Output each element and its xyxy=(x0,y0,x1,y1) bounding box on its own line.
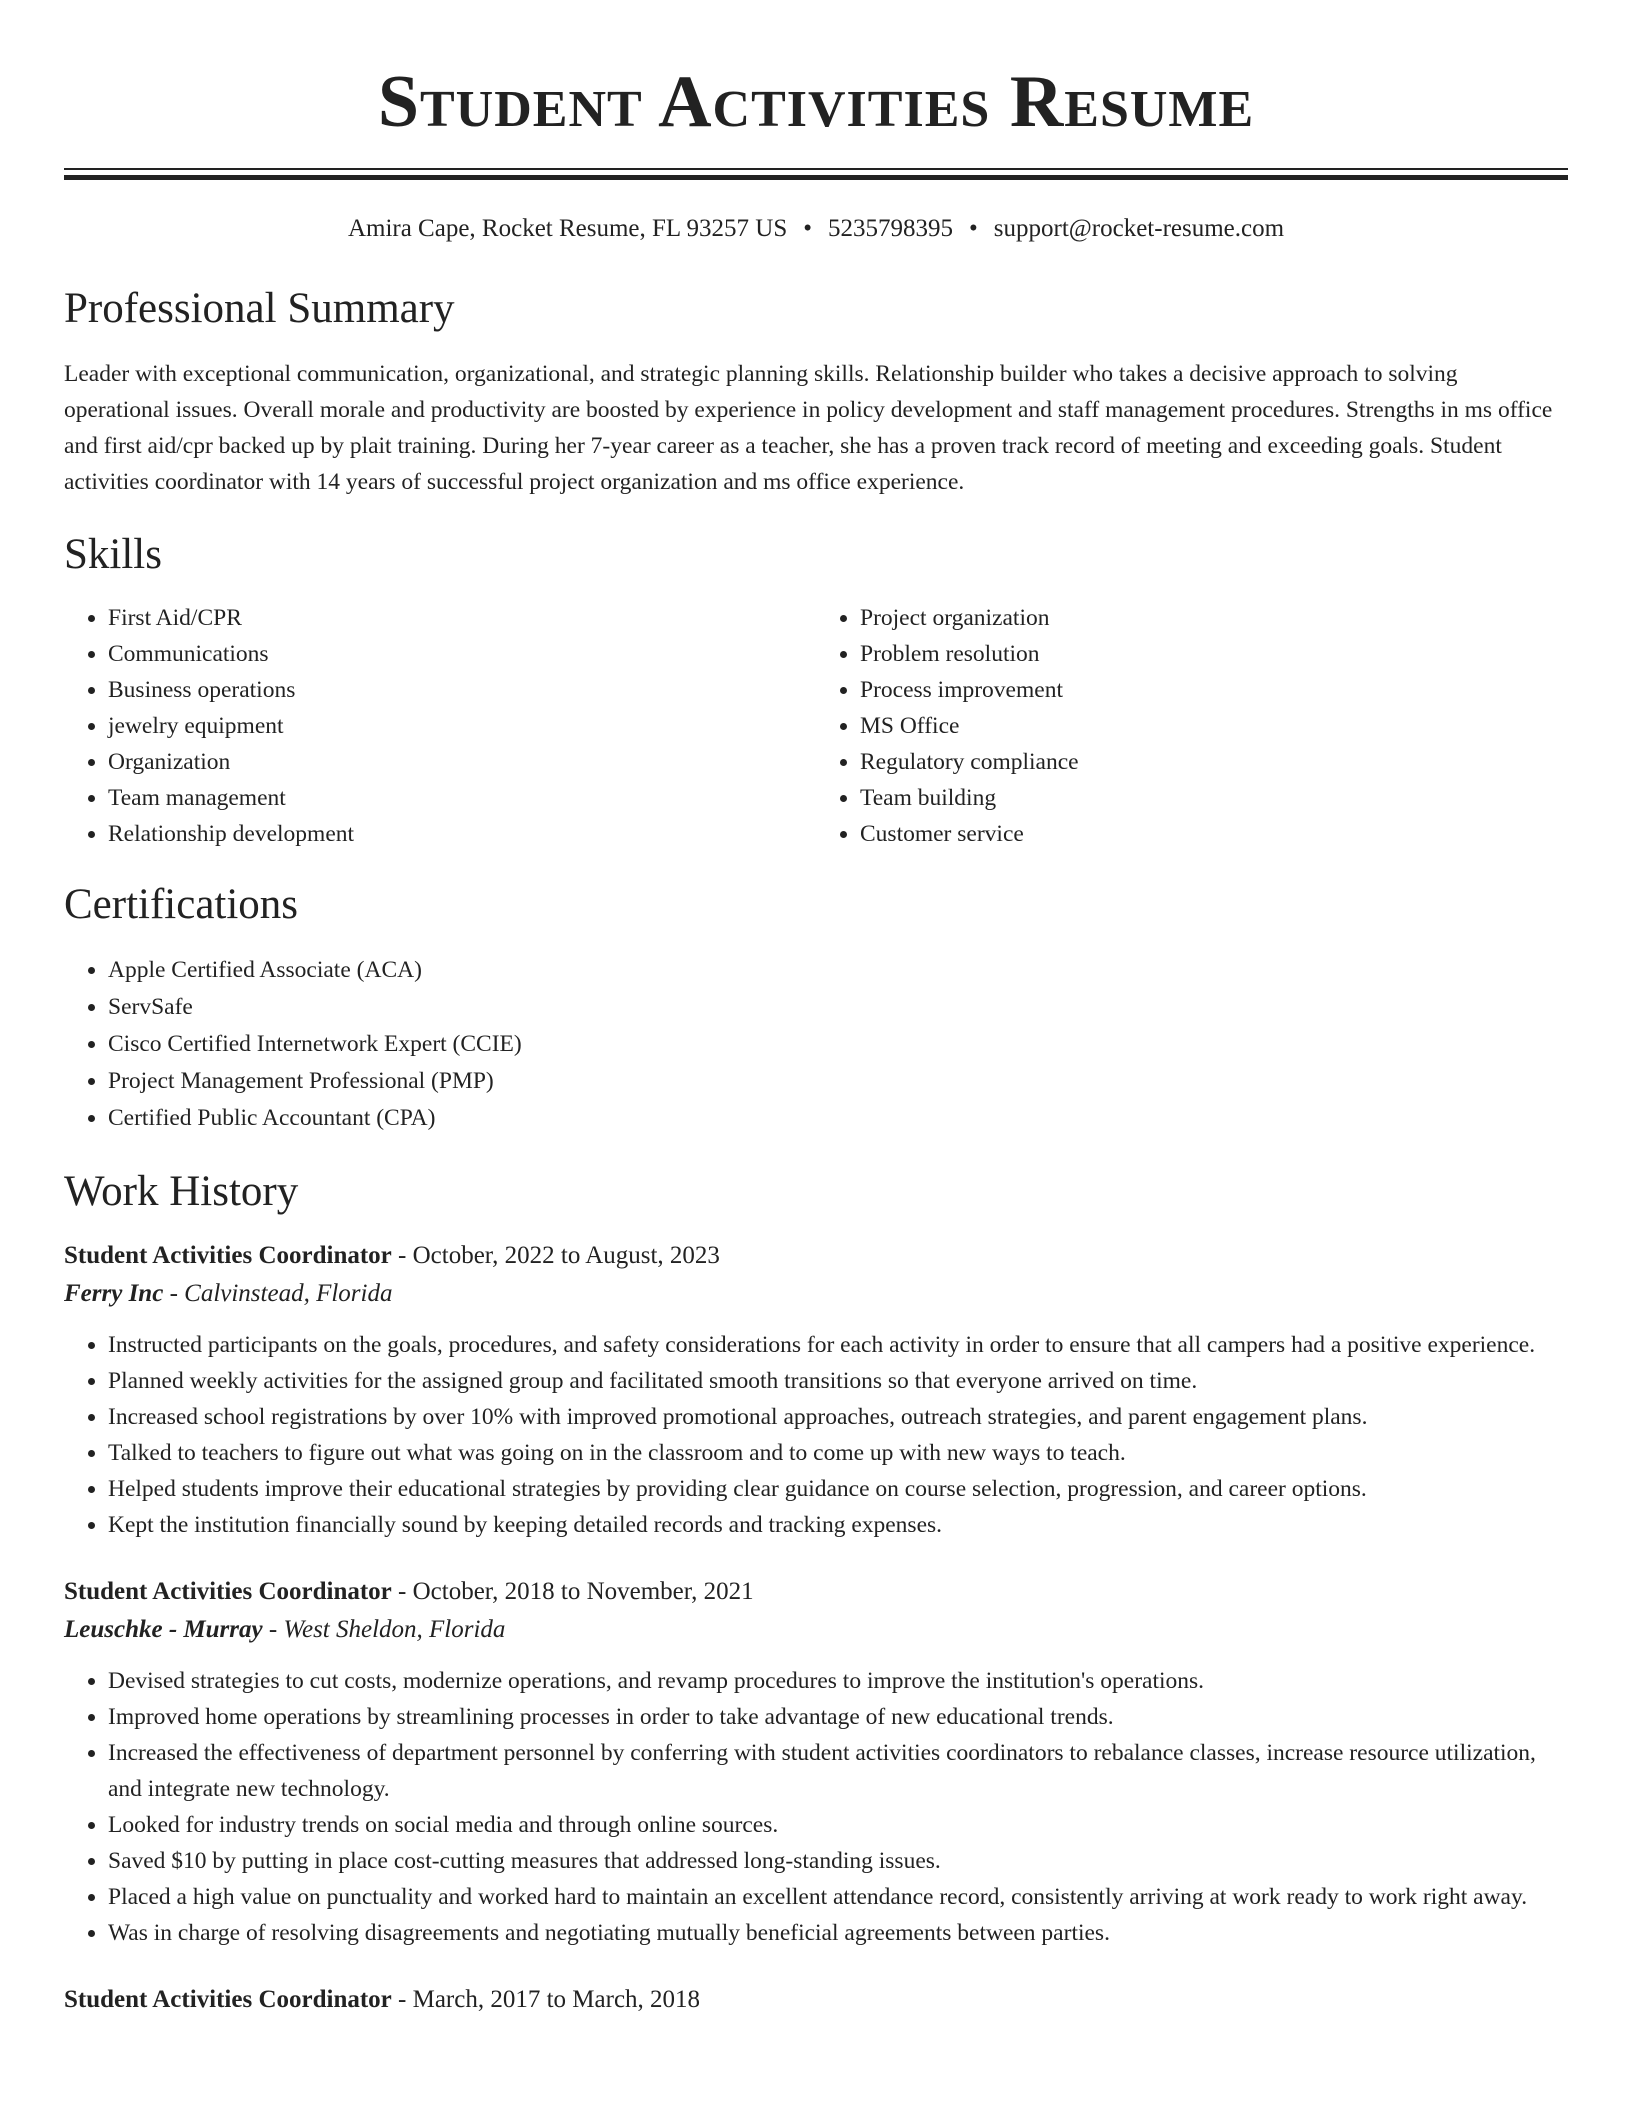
job-dash: - xyxy=(391,1578,413,1605)
job-bullet: • Increased the effectiveness of department personnel by conferring with student activities coordinators to rebalance classes, increase resource utilization, and integrate new technology. xyxy=(108,1735,1568,1807)
skill-item: • Customer service xyxy=(860,816,1568,852)
job-bullet: • Saved $10 by putting in place cost-cutting measures that addressed long-standing issues. xyxy=(108,1843,1568,1879)
skill-item: • Process improvement xyxy=(860,672,1568,708)
job-title: Student Activities Coordinator xyxy=(64,1242,392,1269)
job-employer xyxy=(64,1611,1568,1649)
contact-email: support@rocket-resume.com xyxy=(993,215,1285,242)
skill-item: • First Aid/CPR xyxy=(108,600,816,636)
job-header xyxy=(64,1573,1568,1611)
job-company: Leuschke - Murray xyxy=(64,1616,263,1643)
certifications-heading: Certifications xyxy=(64,881,299,928)
header-divider xyxy=(64,168,1568,180)
certification-item: • Certified Public Accountant (CPA) xyxy=(108,1100,1568,1137)
contact-separator: • xyxy=(969,215,978,242)
job-entry xyxy=(64,1573,1568,1951)
skill-item: • Relationship development xyxy=(108,816,816,852)
work-history-heading: Work History xyxy=(64,1168,299,1215)
resume-page xyxy=(64,0,1568,2019)
job-title: Student Activities Coordinator xyxy=(64,1578,392,1605)
work-history-section xyxy=(64,1167,1568,2019)
job-bullet: • Instructed participants on the goals, procedures, and safety considerations for each activity in order to ensure that all campers had a positive experience. xyxy=(108,1327,1568,1363)
certification-item: • Cisco Certified Internetwork Expert (CCIE) xyxy=(108,1026,1568,1063)
skills-list-right xyxy=(816,600,1568,852)
contact-address: Amira Cape, Rocket Resume, FL 93257 US xyxy=(347,215,788,242)
divider-thin-line xyxy=(64,168,1568,170)
skill-item: • Project organization xyxy=(860,600,1568,636)
skill-item: • MS Office xyxy=(860,708,1568,744)
certification-item: • ServSafe xyxy=(108,989,1568,1026)
job-header xyxy=(64,1981,1568,2019)
job-bullet: • Planned weekly activities for the assigned group and facilitated smooth transitions so that everyone arrived on time. xyxy=(108,1363,1568,1399)
job-dash: - xyxy=(391,1986,413,2013)
job-dash: - xyxy=(262,1616,284,1643)
job-location: Calvinstead, Florida xyxy=(184,1280,393,1307)
job-bullet: • Kept the institution financially sound by keeping detailed records and tracking expenses. xyxy=(108,1507,1568,1543)
skill-item: • Business operations xyxy=(108,672,816,708)
skill-item: • Problem resolution xyxy=(860,636,1568,672)
job-header xyxy=(64,1237,1568,1275)
job-dash: - xyxy=(391,1242,413,1269)
skills-grid xyxy=(64,600,1568,852)
job-title: Student Activities Coordinator xyxy=(64,1986,392,2013)
certifications-section xyxy=(64,880,1568,1137)
job-bullets xyxy=(64,1663,1568,1951)
job-dash: - xyxy=(163,1280,185,1307)
skill-item: • Regulatory compliance xyxy=(860,744,1568,780)
summary-text: Leader with exceptional communication, organizational, and strategic planning skills. Relationship builder who takes a decisive approach to solving operational issues. Overall morale and productivity are boosted by experience in policy development and staff management procedures. Strengths in ms office and first aid/cpr backed up by plait training. During her 7-year career as a teacher, she has a proven track record of meeting and exceeding goals. Student activities coordinator with 14 years of successful project organization and ms office experience. xyxy=(64,361,1553,495)
job-bullet: • Placed a high value on punctuality and worked hard to maintain an excellent attendance record, consistently arriving at work ready to work right away. xyxy=(108,1879,1568,1915)
job-dates: March, 2017 to March, 2018 xyxy=(412,1986,701,2013)
job-bullet: • Increased school registrations by over 10% with improved promotional approaches, outreach strategies, and parent engagement plans. xyxy=(108,1399,1568,1435)
skill-item: • Organization xyxy=(108,744,816,780)
job-bullets xyxy=(64,1327,1568,1543)
skill-item: • Team building xyxy=(860,780,1568,816)
divider-thick-line xyxy=(64,175,1568,180)
certification-item: • Project Management Professional (PMP) xyxy=(108,1063,1568,1100)
job-bullet: • Was in charge of resolving disagreements and negotiating mutually beneficial agreements between parties. xyxy=(108,1915,1568,1951)
skills-section xyxy=(64,530,1568,852)
job-bullet: • Helped students improve their educational strategies by providing clear guidance on course selection, progression, and career options. xyxy=(108,1471,1568,1507)
summary-heading: Professional Summary xyxy=(64,285,455,332)
skill-item: • Communications xyxy=(108,636,816,672)
skill-item: • jewelry equipment xyxy=(108,708,816,744)
contact-separator: • xyxy=(803,215,812,242)
certifications-list xyxy=(64,952,1568,1137)
job-company: Ferry Inc xyxy=(64,1280,164,1307)
contact-phone: 5235798395 xyxy=(828,215,953,242)
skills-list-left xyxy=(64,600,816,852)
job-dates: October, 2022 to August, 2023 xyxy=(412,1242,720,1269)
job-employer xyxy=(64,1275,1568,1313)
certification-item: • Apple Certified Associate (ACA) xyxy=(108,952,1568,989)
contact-line xyxy=(64,214,1568,244)
job-location: West Sheldon, Florida xyxy=(283,1616,506,1643)
job-entry xyxy=(64,1981,1568,2019)
job-bullet: • Devised strategies to cut costs, modernize operations, and revamp procedures to improve the institution's operations. xyxy=(108,1663,1568,1699)
skills-heading: Skills xyxy=(64,531,162,578)
resume-title: Student Activities Resume xyxy=(377,61,1255,143)
job-dates: October, 2018 to November, 2021 xyxy=(412,1578,754,1605)
skill-item: • Team management xyxy=(108,780,816,816)
job-entry xyxy=(64,1237,1568,1543)
job-bullet: • Looked for industry trends on social media and through online sources. xyxy=(108,1807,1568,1843)
job-bullet: • Improved home operations by streamlining processes in order to take advantage of new educational trends. xyxy=(108,1699,1568,1735)
summary-section xyxy=(64,284,1568,500)
job-bullet: • Talked to teachers to figure out what was going on in the classroom and to come up with new ways to teach. xyxy=(108,1435,1568,1471)
